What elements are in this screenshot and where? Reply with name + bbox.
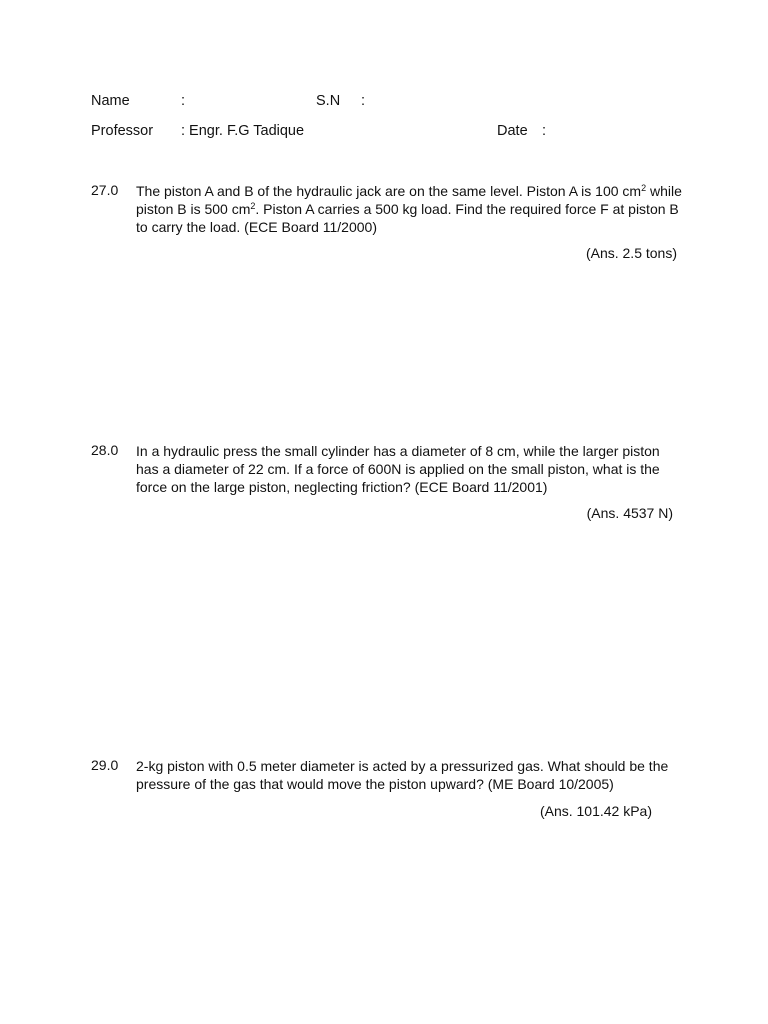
question-line (136, 200, 682, 218)
question-line: has a diameter of 22 cm. If a force of 600N is applied on the small piston, what is the (136, 461, 660, 477)
text-run: to carry the load. (ECE Board 11/2000) (136, 219, 377, 235)
question-line (136, 182, 682, 200)
date-label: Date (497, 123, 528, 139)
professor-value: : Engr. F.G Tadique (181, 123, 305, 139)
name-colon: : (181, 93, 186, 109)
text-run: while (646, 183, 682, 199)
answer: (Ans. 4537 N) (586, 505, 673, 521)
question-line: In a hydraulic press the small cylinder has a diameter of 8 cm, while the larger piston (136, 443, 660, 459)
answer: (Ans. 2.5 tons) (585, 245, 677, 261)
question-line: pressure of the gas that would move the piston upward? (ME Board 10/2005) (136, 776, 614, 792)
superscript: 2 (641, 183, 647, 193)
name-label: Name (91, 93, 130, 109)
answer: (Ans. 101.42 kPa) (539, 803, 652, 819)
superscript: 2 (250, 201, 256, 211)
sn-label: S.N (316, 93, 341, 109)
professor-label: Professor (91, 123, 154, 139)
question-number: 27.0 (91, 182, 119, 198)
question-text (136, 757, 668, 793)
question-line (136, 218, 682, 236)
question-text (136, 442, 660, 496)
question-text (136, 182, 682, 236)
question-line: 2-kg piston with 0.5 meter diameter is acted by a pressurized gas. What should be the (136, 758, 669, 774)
text-run: piston B is 500 cm (136, 201, 251, 217)
sn-colon: : (361, 93, 366, 109)
question-line: force on the large piston, neglecting friction? (ECE Board 11/2001) (136, 479, 548, 495)
date-colon: : (542, 123, 547, 139)
question-number: 29.0 (91, 757, 119, 773)
text-run: . Piston A carries a 500 kg load. Find the required force F at piston B (255, 201, 679, 217)
question-number: 28.0 (91, 442, 119, 458)
text-run: The piston A and B of the hydraulic jack are on the same level. Piston A is 100 cm (136, 183, 642, 199)
